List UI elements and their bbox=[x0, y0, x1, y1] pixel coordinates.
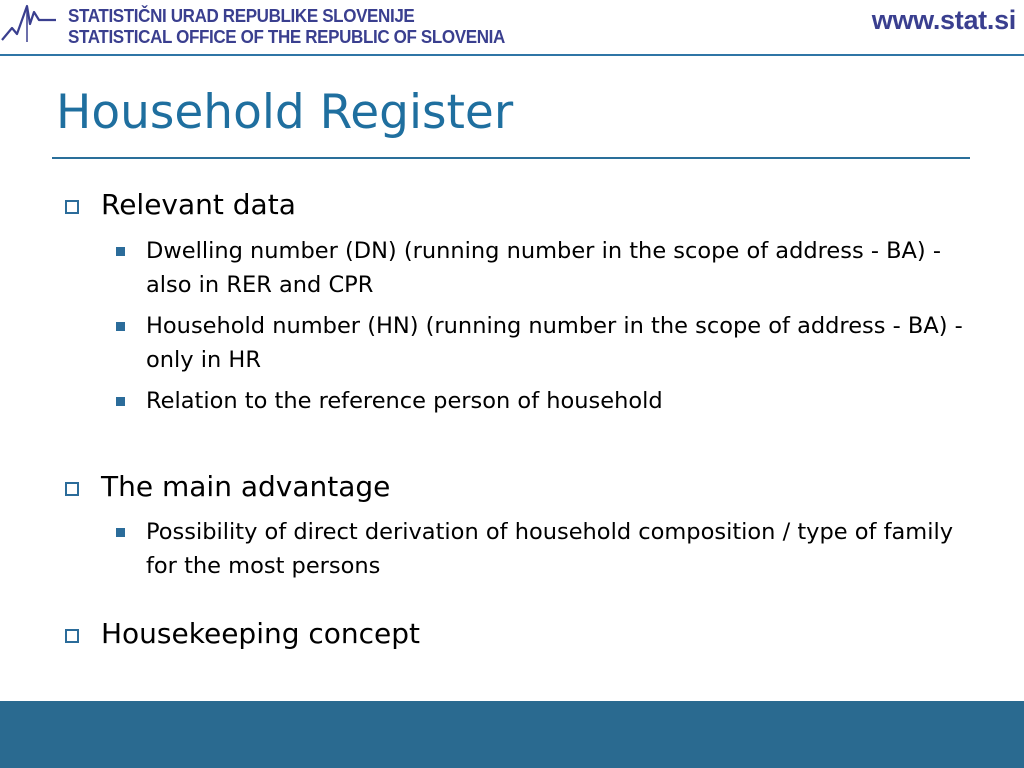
statistics-line-logo-icon bbox=[0, 0, 58, 46]
bullet-relevant-data bbox=[101, 188, 296, 222]
bullet-housekeeping-concept bbox=[101, 617, 420, 651]
filled-square-bullet-icon bbox=[116, 528, 125, 537]
footer-band bbox=[0, 701, 1024, 768]
header-divider bbox=[0, 54, 1024, 56]
title-divider bbox=[52, 157, 970, 159]
list-item bbox=[146, 309, 976, 377]
list-item-text: Relation to the reference person of household bbox=[146, 388, 663, 414]
list-item-text: Household number (HN) (running number in the scope of address - BA) - only in HR bbox=[146, 313, 963, 373]
website-url: www.stat.si bbox=[871, 5, 1016, 35]
hollow-square-bullet-icon bbox=[65, 200, 79, 214]
organization-name bbox=[68, 7, 543, 46]
hollow-square-bullet-icon bbox=[65, 482, 79, 496]
section-label: The main advantage bbox=[101, 470, 391, 503]
filled-square-bullet-icon bbox=[116, 247, 125, 256]
organization-name-english: STATISTICAL OFFICE OF THE REPUBLIC OF SLOVENIA bbox=[68, 25, 505, 47]
section-label: Relevant data bbox=[101, 188, 296, 221]
list-item bbox=[146, 515, 976, 583]
organization-name-slovene: STATISTIČNI URAD REPUBLIKE SLOVENIJE bbox=[68, 5, 415, 26]
list-item bbox=[146, 384, 976, 418]
filled-square-bullet-icon bbox=[116, 322, 125, 331]
bullet-main-advantage bbox=[101, 470, 390, 504]
section-label: Housekeeping concept bbox=[101, 617, 421, 650]
list-item-text: Possibility of direct derivation of household composition / type of family for the most persons bbox=[146, 519, 954, 579]
slide-header bbox=[0, 0, 1024, 56]
filled-square-bullet-icon bbox=[116, 397, 125, 406]
slide-title: Household Register bbox=[56, 85, 514, 140]
list-item bbox=[146, 234, 976, 302]
hollow-square-bullet-icon bbox=[65, 629, 79, 643]
list-item-text: Dwelling number (DN) (running number in the scope of address - BA) - also in RER and CPR bbox=[146, 238, 941, 298]
